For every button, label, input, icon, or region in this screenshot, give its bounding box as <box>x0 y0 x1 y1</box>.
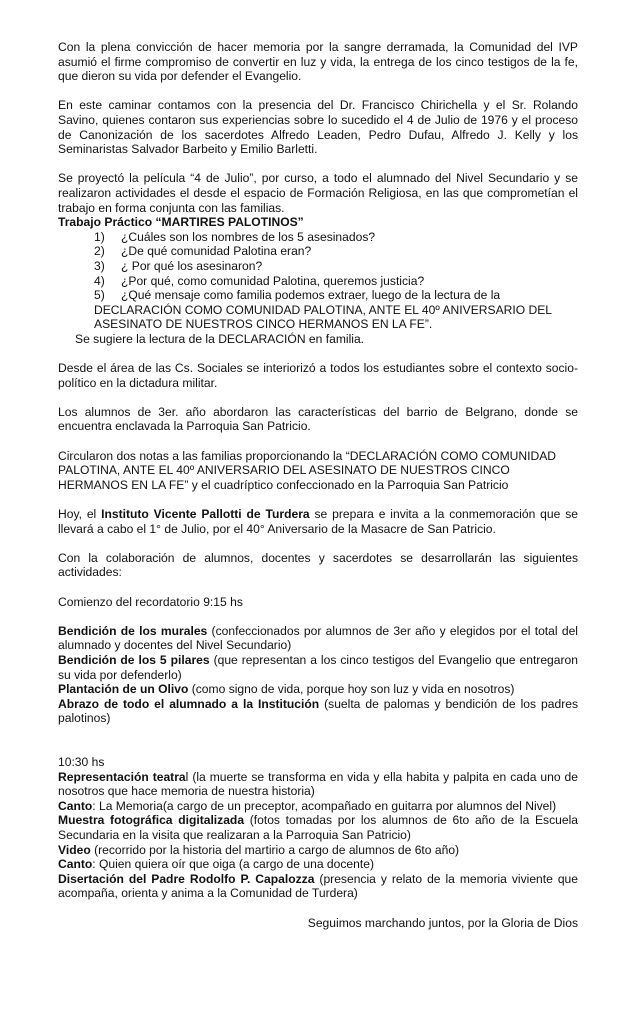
film-paragraph: Se proyectó la película “4 de Julio”, por curso, a todo el alumnado del Nivel Secundario y se realizaron actividades el desde el espacio de Formación Religiosa, en las que comprometían el trabajo en forma conjunta con las familias. <box>58 171 578 215</box>
intro-paragraph: Con la plena convicción de hacer memoria por la sangre derramada, la Comunidad del IVP asumió el firme compromiso de convertir en luz y vida, la entrega de los cinco testigos de la fe, que dieron su vida por defender el Evangelio. <box>58 40 578 84</box>
closing-line: Seguimos marchando juntos, por la Gloria de Dios <box>307 915 578 930</box>
reading-suggestion: Se sugiere la lectura de la DECLARACIÓN en familia. <box>75 331 365 346</box>
activity-item: Representación teatral (la muerte se transforma en vida y ella habita y palpita en cada uno de nosotros que hace memoria de nuestra historia) <box>58 769 578 799</box>
list-item: 3) ¿ Por qué los asesinaron? <box>94 258 263 273</box>
third-year-paragraph: Los alumnos de 3er. año abordaron las características del barrio de Belgrano, donde se encuentra enclavada la Parroquia San Patricio. <box>58 404 578 434</box>
activity-item: Canto: Quien quiera oír que oiga (a cargo de una docente) <box>58 857 374 872</box>
activity-item: Bendición de los 5 pilares (que representan a los cinco testigos del Evangelio que entregaron su vida por defenderlo) <box>58 652 578 682</box>
list-item: 5) ¿Qué mensaje como familia podemos extraer, luego de la lectura de la <box>94 288 501 303</box>
list-item-continuation: DECLARACIÓN COMO COMUNIDAD PALOTINA, ANTE EL 40º ANIVERSARIO DEL ASESINATO DE NUESTROS CINCO HERMANOS EN LA FE”. <box>94 302 552 332</box>
start-time: Comienzo del recordatorio 9:15 hs <box>58 594 243 609</box>
document-page <box>58 40 578 930</box>
activity-item: Plantación de un Olivo (como signo de vida, porque hoy son luz y vida en nosotros) <box>58 682 515 697</box>
activity-item: Disertación del Padre Rodolfo P. Capalozza (presencia y relato de la memoria viviente que acompaña, orienta y anima a la Comunidad de Turdera) <box>58 871 579 901</box>
practical-work-list <box>58 230 578 332</box>
list-item: 2) ¿De qué comunidad Palotina eran? <box>94 244 312 259</box>
activity-item: Bendición de los murales (confeccionados por alumnos de 3er año y elegidos por el total del alumnado y docentes del Nivel Secundario) <box>58 623 578 653</box>
activity-item: Abrazo de todo el alumnado a la Institución (suelta de palomas y bendición de los padres palotinos) <box>58 696 578 726</box>
morning-activities <box>58 624 578 726</box>
second-time: 10:30 hs <box>58 755 105 770</box>
activity-item: Canto: La Memoria(a cargo de un preceptor, acompañado en guitarra por alumnos del Nivel) <box>58 798 557 813</box>
activities-intro: Con la colaboración de alumnos, docentes y sacerdotes se desarrollarán las siguientes actividades: <box>58 550 578 580</box>
later-activities <box>58 770 578 901</box>
list-item: 4) ¿Por qué, como comunidad Palotina, queremos justicia? <box>94 273 425 288</box>
activity-item: Video (recorrido por la historia del martirio a cargo de alumnos de 6to año) <box>58 842 460 857</box>
list-item: 1) ¿Cuáles son los nombres de los 5 asesinados? <box>94 229 376 244</box>
notes-paragraph: Circularon dos notas a las familias proporcionando la “DECLARACIÓN COMO COMUNIDAD PALOTINA, ANTE EL 40º ANIVERSARIO DEL ASESINATO DE NUESTROS CINCO HERMANOS EN LA FE” y el cuadríptico confeccionado en la Parroquia San Patricio <box>58 448 557 492</box>
visitors-paragraph: En este caminar contamos con la presencia del Dr. Francisco Chirichella y el Sr. Rolando Savino, quienes contaron sus experiencias sobre lo sucedido el 4 de Julio de 1976 y el proceso de Canonización de los sacerdotes Alfredo Leaden, Pedro Dufau, Alfredo J. Kelly y los Seminaristas Salvador Barbeito y Emilio Barletti. <box>58 98 578 157</box>
social-studies-paragraph: Desde el área de las Cs. Sociales se interiorizó a todos los estudiantes sobre el contexto socio-político en la dictadura militar. <box>58 361 578 390</box>
invitation-paragraph: Hoy, el Instituto Vicente Pallotti de Turdera se prepara e invita a la conmemoración que se llevará a cabo el 1° de Julio, por el 40° Aniversario de la Masacre de San Patricio. <box>58 507 578 536</box>
activity-item: Muestra fotográfica digitalizada (fotos tomadas por los alumnos de 6to año de la Escuela Secundaria en la visita que realizaran a la Parroquia San Patricio) <box>58 813 579 843</box>
practical-work-title: Trabajo Práctico “MARTIRES PALOTINOS” <box>58 215 304 230</box>
